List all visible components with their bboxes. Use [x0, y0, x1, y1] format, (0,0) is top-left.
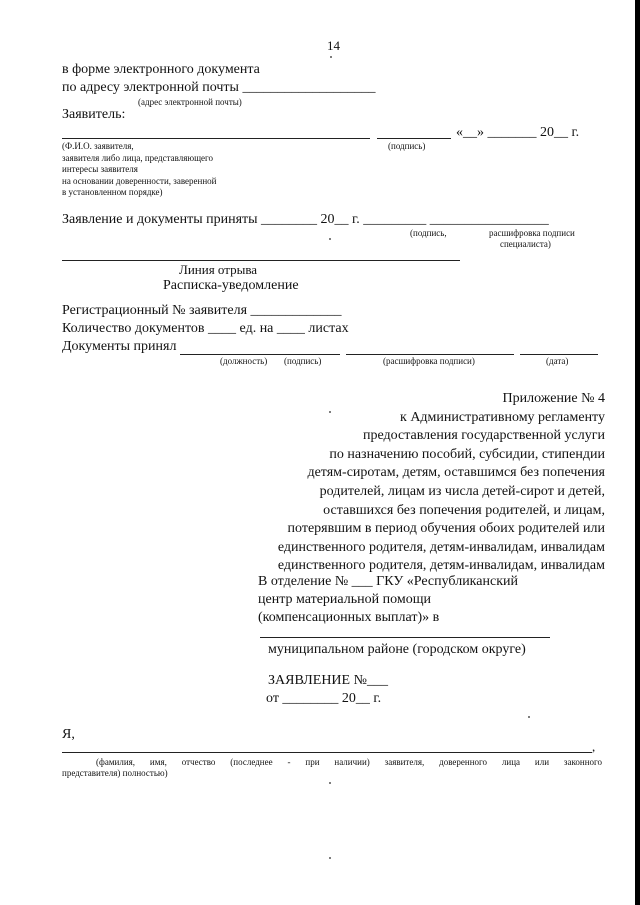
scan-speck — [330, 56, 332, 58]
accepted-decoding-caption: расшифровка подписи — [489, 228, 575, 238]
applicant-caption-line1: (фамилия, имя, отчество (последнее - при наличии) заявителя, доверенного лица или законного — [96, 757, 602, 767]
addressee-line1: В отделение № ___ ГКУ «Республиканский — [258, 574, 518, 589]
date-line — [520, 354, 598, 355]
date-field: «__» _______ 20__ г. — [456, 125, 580, 140]
district-label: муниципальном районе (городском округе) — [268, 642, 526, 657]
fio-line — [62, 138, 370, 139]
accepted-by-label: Документы принял — [62, 339, 177, 354]
district-line — [260, 637, 550, 638]
statement-title: ЗАЯВЛЕНИЕ №___ — [268, 673, 388, 688]
registration-number-line: Регистрационный № заявителя _____________ — [62, 303, 342, 318]
scan-speck — [329, 238, 331, 240]
addressee-line2: центр материальной помощи — [258, 592, 431, 607]
accepted-line: Заявление и документы приняты ________ 20__ г. _________ _________________ — [62, 212, 549, 227]
appendix-header: Приложение № 4 к Административному регламенту предоставления государственной услуги по назначению пособий, субсидии, стипендии детям-сиротам, детям, оставшимся без попечения родителей, лицам из числа детей-сирот и детей, оставшихся без попечения родителей, и лицам, потерявшим в период обучения обоих родителей или единственного родителя, детям-инвалидам, инвалидам единственного родителя, детям-инвалидам, инвалидам — [277, 391, 605, 574]
scan-border — [635, 0, 640, 905]
email-address-line: по адресу электронной почты ___________________ — [62, 80, 376, 95]
signature-line — [377, 138, 451, 139]
applicant-name-line — [62, 752, 592, 753]
applicant-comma: , — [592, 739, 596, 754]
statement-date: от ________ 20__ г. — [266, 691, 382, 706]
electronic-doc-line: в форме электронного документа — [62, 62, 260, 77]
accepted-specialist-caption: специалиста) — [500, 239, 551, 249]
position-signature-line — [180, 354, 340, 355]
addressee-line3: (компенсационных выплат)» в — [258, 610, 440, 625]
accepted-signature-caption: (подпись, — [410, 228, 447, 238]
tear-line — [62, 260, 460, 261]
document-count-line: Количество документов ____ ед. на ____ листах — [62, 321, 349, 336]
email-caption: (адрес электронной почты) — [138, 97, 242, 107]
decoding-line — [346, 354, 514, 355]
applicant-label: Заявитель: — [62, 107, 126, 122]
position-caption: (должность) — [220, 356, 268, 366]
signature-caption: (подпись) — [388, 141, 426, 151]
ya-label: Я, — [62, 727, 75, 742]
receipt-decoding-caption: (расшифровка подписи) — [383, 356, 475, 366]
page-number: 14 — [327, 38, 340, 53]
receipt-title: Расписка-уведомление — [163, 278, 299, 293]
scan-speck — [528, 716, 530, 718]
scan-speck — [329, 857, 331, 859]
fio-caption: (Ф.И.О. заявителя, заявителя либо лица, представляющего интересы заявителя на основании доверенности, заверенной в установленном порядке) — [62, 141, 217, 197]
receipt-signature-caption: (подпись) — [284, 356, 322, 366]
tear-line-label: Линия отрыва — [179, 262, 258, 277]
receipt-date-caption: (дата) — [546, 356, 569, 366]
scan-speck — [329, 411, 331, 413]
applicant-caption-line2: представителя) полностью) — [62, 768, 168, 778]
scan-speck — [329, 782, 331, 784]
